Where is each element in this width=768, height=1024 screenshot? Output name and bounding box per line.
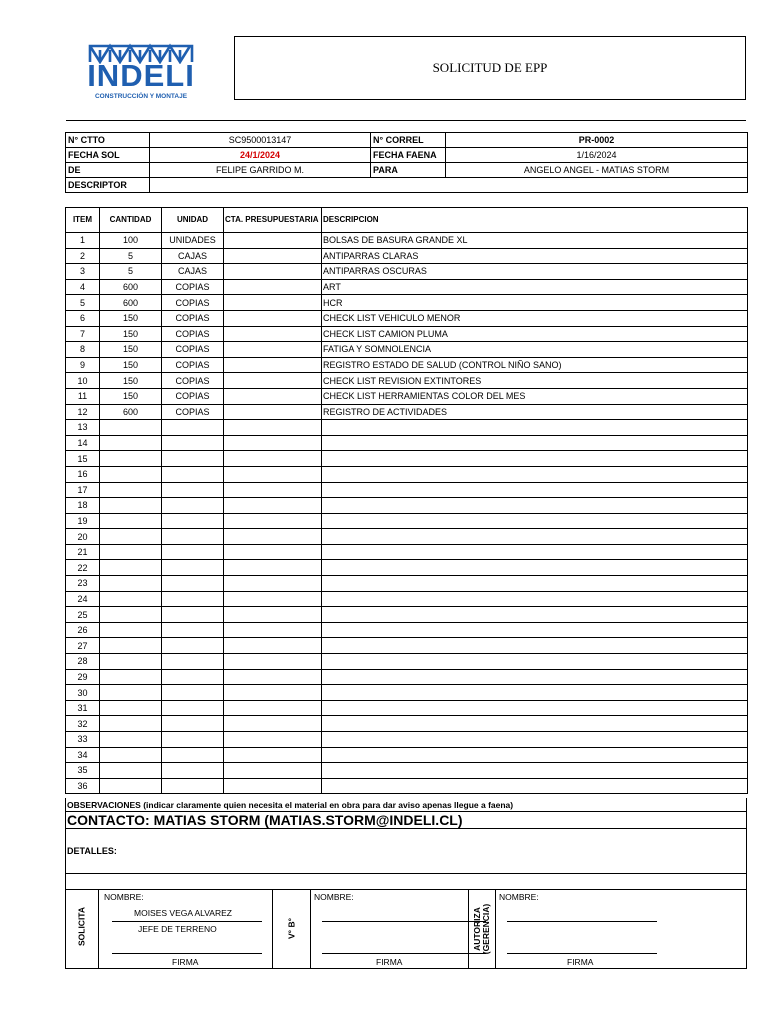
cta-cell[interactable] xyxy=(224,685,322,701)
correl-value[interactable]: PR-0002 xyxy=(446,133,748,148)
cta-cell[interactable] xyxy=(224,451,322,467)
table-row xyxy=(66,498,748,514)
cantidad-cell[interactable]: 5 xyxy=(100,248,162,264)
descripcion-cell[interactable]: REGISTRO DE ACTIVIDADES xyxy=(322,404,748,420)
item-cell: 28 xyxy=(66,654,100,670)
para-value[interactable]: ANGELO ANGEL - MATIAS STORM xyxy=(446,163,748,178)
cta-cell[interactable] xyxy=(224,482,322,498)
unidad-cell[interactable] xyxy=(162,435,224,451)
fecha-faena-label: FECHA FAENA xyxy=(371,148,446,163)
unidad-cell[interactable] xyxy=(162,763,224,779)
unidad-cell[interactable] xyxy=(162,482,224,498)
col-header-descripcion: DESCRIPCION xyxy=(322,208,748,233)
table-row xyxy=(66,466,748,482)
descripcion-cell[interactable] xyxy=(322,716,748,732)
item-cell: 27 xyxy=(66,638,100,654)
item-cell: 6 xyxy=(66,310,100,326)
descripcion-cell[interactable] xyxy=(322,482,748,498)
descripcion-cell[interactable] xyxy=(322,747,748,763)
descripcion-cell[interactable] xyxy=(322,576,748,592)
cantidad-cell[interactable]: 150 xyxy=(100,357,162,373)
item-cell: 35 xyxy=(66,763,100,779)
spacer-row xyxy=(66,874,746,890)
item-cell: 21 xyxy=(66,544,100,560)
logo-tagline: CONSTRUCCIÓN Y MONTAJE xyxy=(94,93,188,100)
unidad-cell[interactable] xyxy=(162,607,224,623)
cta-cell[interactable] xyxy=(224,373,322,389)
descripcion-cell[interactable] xyxy=(322,498,748,514)
autoriza-label: AUTORIZA (GERENCIA) xyxy=(472,903,491,955)
item-cell: 2 xyxy=(66,248,100,264)
cantidad-cell[interactable] xyxy=(100,466,162,482)
vb-firma-label: FIRMA xyxy=(376,957,403,967)
cantidad-cell[interactable]: 150 xyxy=(100,373,162,389)
descripcion-cell[interactable] xyxy=(322,560,748,576)
table-row xyxy=(66,654,748,670)
cta-cell[interactable] xyxy=(224,310,322,326)
item-cell: 16 xyxy=(66,466,100,482)
descripcion-cell[interactable] xyxy=(322,466,748,482)
cta-cell[interactable] xyxy=(224,700,322,716)
col-header-cta: CTA. PRESUPUESTARIA xyxy=(224,208,322,233)
descripcion-cell[interactable]: FATIGA Y SOMNOLENCIA xyxy=(322,342,748,358)
ctto-label: N° CTTO xyxy=(66,133,150,148)
descripcion-cell[interactable] xyxy=(322,529,748,545)
descripcion-cell[interactable] xyxy=(322,654,748,670)
item-cell: 24 xyxy=(66,591,100,607)
ctto-value[interactable]: SC9500013147 xyxy=(150,133,371,148)
fecha-sol-value[interactable]: 24/1/2024 xyxy=(150,148,371,163)
solicita-name[interactable]: MOISES VEGA ALVAREZ xyxy=(134,908,232,918)
table-row xyxy=(66,544,748,560)
item-cell: 14 xyxy=(66,435,100,451)
unidad-cell[interactable]: COPIAS xyxy=(162,342,224,358)
descriptor-value[interactable] xyxy=(150,178,748,193)
underline xyxy=(112,921,262,922)
solicita-role[interactable]: JEFE DE TERRENO xyxy=(138,924,217,934)
unidad-cell[interactable] xyxy=(162,591,224,607)
table-row xyxy=(66,700,748,716)
unidad-cell[interactable] xyxy=(162,685,224,701)
table-row xyxy=(66,591,748,607)
solicita-firma-label: FIRMA xyxy=(172,957,199,967)
fecha-faena-value[interactable]: 1/16/2024 xyxy=(446,148,748,163)
cta-cell[interactable] xyxy=(224,342,322,358)
cta-cell[interactable] xyxy=(224,591,322,607)
autoriza-nombre-label: NOMBRE: xyxy=(499,892,539,902)
unidad-cell[interactable]: COPIAS xyxy=(162,388,224,404)
unidad-cell[interactable]: COPIAS xyxy=(162,310,224,326)
cta-cell[interactable] xyxy=(224,233,322,249)
descripcion-cell[interactable] xyxy=(322,544,748,560)
cantidad-cell[interactable] xyxy=(100,482,162,498)
table-row xyxy=(66,685,748,701)
firma-line xyxy=(507,953,657,954)
cta-cell[interactable] xyxy=(224,716,322,732)
cantidad-cell[interactable] xyxy=(100,622,162,638)
cantidad-cell[interactable]: 100 xyxy=(100,233,162,249)
cta-cell[interactable] xyxy=(224,529,322,545)
descripcion-cell[interactable] xyxy=(322,451,748,467)
cantidad-cell[interactable] xyxy=(100,513,162,529)
table-row xyxy=(66,560,748,576)
cta-cell[interactable] xyxy=(224,466,322,482)
cta-cell[interactable] xyxy=(224,778,322,794)
unidad-cell[interactable] xyxy=(162,716,224,732)
table-row xyxy=(66,716,748,732)
descripcion-cell[interactable] xyxy=(322,622,748,638)
table-row xyxy=(66,295,748,311)
table-header-row xyxy=(66,208,748,233)
table-row xyxy=(66,529,748,545)
item-cell: 20 xyxy=(66,529,100,545)
descripcion-cell[interactable]: REGISTRO ESTADO DE SALUD (CONTROL NIÑO SANO) xyxy=(322,357,748,373)
item-cell: 8 xyxy=(66,342,100,358)
cta-cell[interactable] xyxy=(224,404,322,420)
cta-cell[interactable] xyxy=(224,607,322,623)
descripcion-cell[interactable]: CHECK LIST HERRAMIENTAS COLOR DEL MES xyxy=(322,388,748,404)
unidad-cell[interactable]: COPIAS xyxy=(162,295,224,311)
item-cell: 23 xyxy=(66,576,100,592)
unidad-cell[interactable] xyxy=(162,654,224,670)
cta-cell[interactable] xyxy=(224,248,322,264)
descripcion-cell[interactable] xyxy=(322,513,748,529)
descripcion-cell[interactable] xyxy=(322,763,748,779)
cta-cell[interactable] xyxy=(224,264,322,280)
item-cell: 5 xyxy=(66,295,100,311)
cantidad-cell[interactable] xyxy=(100,763,162,779)
cantidad-cell[interactable] xyxy=(100,732,162,748)
table-row xyxy=(66,373,748,389)
cantidad-cell[interactable] xyxy=(100,747,162,763)
detalles-label: DETALLES: xyxy=(67,846,117,856)
unidad-cell[interactable] xyxy=(162,451,224,467)
item-cell: 13 xyxy=(66,420,100,436)
document-title: SOLICITUD DE EPP xyxy=(234,36,746,100)
descripcion-cell[interactable] xyxy=(322,700,748,716)
company-logo xyxy=(86,40,196,102)
cta-cell[interactable] xyxy=(224,544,322,560)
item-cell: 32 xyxy=(66,716,100,732)
unidad-cell[interactable] xyxy=(162,576,224,592)
table-row xyxy=(66,482,748,498)
table-row xyxy=(66,778,748,794)
item-cell: 3 xyxy=(66,264,100,280)
descripcion-cell[interactable]: HCR xyxy=(322,295,748,311)
descripcion-cell[interactable]: ANTIPARRAS CLARAS xyxy=(322,248,748,264)
unidad-cell[interactable]: COPIAS xyxy=(162,373,224,389)
table-row xyxy=(66,326,748,342)
item-cell: 9 xyxy=(66,357,100,373)
table-row xyxy=(66,264,748,280)
cantidad-cell[interactable]: 600 xyxy=(100,404,162,420)
cantidad-cell[interactable]: 150 xyxy=(100,342,162,358)
item-cell: 1 xyxy=(66,233,100,249)
cantidad-cell[interactable] xyxy=(100,654,162,670)
unidad-cell[interactable] xyxy=(162,544,224,560)
de-value[interactable]: FELIPE GARRIDO M. xyxy=(150,163,371,178)
cantidad-cell[interactable] xyxy=(100,451,162,467)
cantidad-cell[interactable] xyxy=(100,638,162,654)
cantidad-cell[interactable]: 150 xyxy=(100,388,162,404)
fecha-sol-label: FECHA SOL xyxy=(66,148,150,163)
col-header-unidad: UNIDAD xyxy=(162,208,224,233)
unidad-cell[interactable] xyxy=(162,732,224,748)
descripcion-cell[interactable] xyxy=(322,435,748,451)
contacto-line: CONTACTO: MATIAS STORM (MATIAS.STORM@INDELI.CL) xyxy=(66,812,746,829)
cantidad-cell[interactable] xyxy=(100,420,162,436)
descriptor-label: DESCRIPTOR xyxy=(66,178,150,193)
table-row xyxy=(66,388,748,404)
header-info-table xyxy=(65,132,748,193)
cantidad-cell[interactable]: 150 xyxy=(100,310,162,326)
cantidad-cell[interactable] xyxy=(100,685,162,701)
item-cell: 18 xyxy=(66,498,100,514)
table-row xyxy=(66,420,748,436)
descripcion-cell[interactable] xyxy=(322,591,748,607)
cantidad-cell[interactable] xyxy=(100,591,162,607)
table-row xyxy=(66,607,748,623)
cantidad-cell[interactable] xyxy=(100,700,162,716)
cta-cell[interactable] xyxy=(224,576,322,592)
unidad-cell[interactable]: CAJAS xyxy=(162,264,224,280)
table-row xyxy=(66,622,748,638)
table-row xyxy=(66,638,748,654)
descripcion-cell[interactable]: CHECK LIST REVISION EXTINTORES xyxy=(322,373,748,389)
descripcion-cell[interactable]: ART xyxy=(322,279,748,295)
cta-cell[interactable] xyxy=(224,560,322,576)
descripcion-cell[interactable] xyxy=(322,420,748,436)
item-cell: 12 xyxy=(66,404,100,420)
unidad-cell[interactable] xyxy=(162,560,224,576)
descripcion-cell[interactable] xyxy=(322,732,748,748)
table-row xyxy=(66,279,748,295)
cta-cell[interactable] xyxy=(224,435,322,451)
table-row xyxy=(66,747,748,763)
correl-label: N° CORREL xyxy=(371,133,446,148)
descripcion-cell[interactable] xyxy=(322,685,748,701)
cantidad-cell[interactable] xyxy=(100,669,162,685)
autoriza-firma-label: FIRMA xyxy=(567,957,594,967)
solicita-side xyxy=(66,890,99,968)
item-cell: 34 xyxy=(66,747,100,763)
unidad-cell[interactable] xyxy=(162,669,224,685)
cantidad-cell[interactable]: 600 xyxy=(100,295,162,311)
unidad-cell[interactable] xyxy=(162,529,224,545)
cta-cell[interactable] xyxy=(224,747,322,763)
cantidad-cell[interactable]: 150 xyxy=(100,326,162,342)
table-row xyxy=(66,310,748,326)
cta-cell[interactable] xyxy=(224,420,322,436)
cantidad-cell[interactable] xyxy=(100,778,162,794)
table-row xyxy=(66,357,748,373)
descripcion-cell[interactable]: BOLSAS DE BASURA GRANDE XL xyxy=(322,233,748,249)
table-row xyxy=(66,763,748,779)
cta-cell[interactable] xyxy=(224,326,322,342)
unidad-cell[interactable]: COPIAS xyxy=(162,279,224,295)
descripcion-cell[interactable]: CHECK LIST VEHICULO MENOR xyxy=(322,310,748,326)
item-cell: 30 xyxy=(66,685,100,701)
para-label: PARA xyxy=(371,163,446,178)
cantidad-cell[interactable] xyxy=(100,716,162,732)
cta-cell[interactable] xyxy=(224,498,322,514)
underline xyxy=(507,921,657,922)
unidad-cell[interactable] xyxy=(162,747,224,763)
table-row xyxy=(66,513,748,529)
underline xyxy=(322,921,486,922)
item-cell: 33 xyxy=(66,732,100,748)
cantidad-cell[interactable] xyxy=(100,529,162,545)
cta-cell[interactable] xyxy=(224,388,322,404)
table-row xyxy=(66,576,748,592)
vb-label: V° B° xyxy=(286,918,297,939)
autoriza-side xyxy=(468,890,496,968)
unidad-cell[interactable]: COPIAS xyxy=(162,326,224,342)
cantidad-cell[interactable] xyxy=(100,576,162,592)
col-header-item: ITEM xyxy=(66,208,100,233)
col-header-cantidad: CANTIDAD xyxy=(100,208,162,233)
item-cell: 17 xyxy=(66,482,100,498)
item-cell: 31 xyxy=(66,700,100,716)
firma-line xyxy=(322,953,486,954)
cta-cell[interactable] xyxy=(224,732,322,748)
cantidad-cell[interactable] xyxy=(100,544,162,560)
descripcion-cell[interactable] xyxy=(322,669,748,685)
item-cell: 4 xyxy=(66,279,100,295)
table-row xyxy=(66,732,748,748)
table-row xyxy=(66,451,748,467)
table-row xyxy=(66,404,748,420)
solicita-nombre-label: NOMBRE: xyxy=(104,892,144,902)
item-cell: 7 xyxy=(66,326,100,342)
item-cell: 19 xyxy=(66,513,100,529)
vb-nombre-label: NOMBRE: xyxy=(314,892,354,902)
item-cell: 25 xyxy=(66,607,100,623)
cta-cell[interactable] xyxy=(224,763,322,779)
unidad-cell[interactable] xyxy=(162,466,224,482)
unidad-cell[interactable]: CAJAS xyxy=(162,248,224,264)
cta-cell[interactable] xyxy=(224,279,322,295)
cta-cell[interactable] xyxy=(224,654,322,670)
unidad-cell[interactable]: COPIAS xyxy=(162,404,224,420)
table-row xyxy=(66,435,748,451)
cta-cell[interactable] xyxy=(224,622,322,638)
descripcion-cell[interactable]: ANTIPARRAS OSCURAS xyxy=(322,264,748,280)
item-cell: 11 xyxy=(66,388,100,404)
cantidad-cell[interactable] xyxy=(100,607,162,623)
unidad-cell[interactable] xyxy=(162,498,224,514)
descripcion-cell[interactable] xyxy=(322,638,748,654)
cta-cell[interactable] xyxy=(224,638,322,654)
descripcion-cell[interactable] xyxy=(322,778,748,794)
cta-cell[interactable] xyxy=(224,669,322,685)
logo-wordmark: INDELI xyxy=(87,58,195,93)
divider xyxy=(66,120,746,121)
cta-cell[interactable] xyxy=(224,357,322,373)
cantidad-cell[interactable]: 5 xyxy=(100,264,162,280)
solicita-label: SOLICITA xyxy=(76,906,87,947)
de-label: DE xyxy=(66,163,150,178)
cantidad-cell[interactable]: 600 xyxy=(100,279,162,295)
unidad-cell[interactable] xyxy=(162,638,224,654)
table-row xyxy=(66,233,748,249)
detalles-field[interactable] xyxy=(66,829,746,874)
observations-section xyxy=(65,798,747,969)
unidad-cell[interactable] xyxy=(162,622,224,638)
cta-cell[interactable] xyxy=(224,513,322,529)
unidad-cell[interactable] xyxy=(162,420,224,436)
firma-line xyxy=(112,953,262,954)
cantidad-cell[interactable] xyxy=(100,435,162,451)
item-cell: 15 xyxy=(66,451,100,467)
table-row xyxy=(66,342,748,358)
unidad-cell[interactable]: COPIAS xyxy=(162,357,224,373)
observaciones-label: OBSERVACIONES (indicar claramente quien necesita el material en obra para dar aviso apenas llegue a faena) xyxy=(66,798,746,812)
cta-cell[interactable] xyxy=(224,295,322,311)
table-row xyxy=(66,248,748,264)
item-cell: 22 xyxy=(66,560,100,576)
items-table xyxy=(65,207,748,794)
item-cell: 29 xyxy=(66,669,100,685)
unidad-cell[interactable] xyxy=(162,700,224,716)
table-row xyxy=(66,669,748,685)
item-cell: 10 xyxy=(66,373,100,389)
item-cell: 36 xyxy=(66,778,100,794)
unidad-cell[interactable]: UNIDADES xyxy=(162,233,224,249)
item-cell: 26 xyxy=(66,622,100,638)
descripcion-cell[interactable]: CHECK LIST CAMION PLUMA xyxy=(322,326,748,342)
cantidad-cell[interactable] xyxy=(100,560,162,576)
vb-side xyxy=(272,890,311,968)
unidad-cell[interactable] xyxy=(162,513,224,529)
cantidad-cell[interactable] xyxy=(100,498,162,514)
descripcion-cell[interactable] xyxy=(322,607,748,623)
unidad-cell[interactable] xyxy=(162,778,224,794)
